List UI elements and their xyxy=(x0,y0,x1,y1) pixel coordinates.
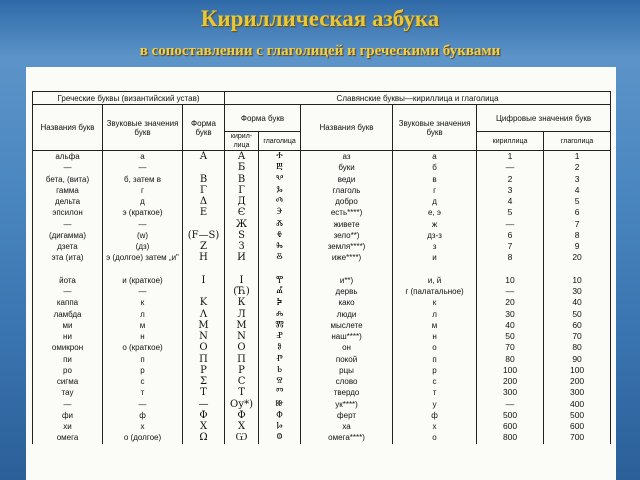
num-cyrillic: 40 xyxy=(477,320,544,331)
cyrillic-letter: Є xyxy=(225,207,259,218)
greek-name: ми xyxy=(33,320,103,331)
slavic-sound xyxy=(393,264,477,275)
slavic-sound: х xyxy=(393,421,477,432)
greek-name: ни xyxy=(33,331,103,342)
table-row xyxy=(33,174,611,185)
num-glagolitic: 30 xyxy=(544,286,611,297)
slavic-sound: о xyxy=(393,342,477,353)
cyrillic-letter: (Ћ) xyxy=(225,286,259,297)
cyrillic-letter: Д xyxy=(225,196,259,207)
greek-sound: х xyxy=(103,421,183,432)
greek-form: Γ xyxy=(183,185,225,196)
greek-sound: ф xyxy=(103,410,183,421)
num-cyrillic: 600 xyxy=(477,421,544,432)
greek-sound: р xyxy=(103,365,183,376)
glagolitic-letter: Ⱈ xyxy=(259,421,301,432)
greek-name: омикрон xyxy=(33,342,103,353)
glagolitic-letter: Ⰸ xyxy=(259,241,301,252)
num-glagolitic: 7 xyxy=(544,219,611,230)
slavic-name: глаголь xyxy=(301,185,393,196)
greek-sound: — xyxy=(103,286,183,297)
cyrillic-letter: Оу*) xyxy=(225,399,259,410)
greek-form: Χ xyxy=(183,421,225,432)
cyrillic-letter: Б xyxy=(225,162,259,173)
num-cyrillic xyxy=(477,264,544,275)
cyrillic-letter: І xyxy=(225,275,259,286)
slavic-sound: г (палатальное) xyxy=(393,286,477,297)
greek-form: Ν xyxy=(183,331,225,342)
num-glagolitic: 4 xyxy=(544,185,611,196)
greek-form: Κ xyxy=(183,297,225,308)
slavic-name: земля****) xyxy=(301,241,393,252)
table-row xyxy=(33,387,611,398)
greek-form: Μ xyxy=(183,320,225,331)
greek-sound: э (краткое) xyxy=(103,207,183,218)
cyrillic-letter: О xyxy=(225,342,259,353)
table-row xyxy=(33,331,611,342)
cyrillic-letter: Ѡ xyxy=(225,432,259,443)
num-glagolitic: 2 xyxy=(544,162,611,173)
slavic-name: ферт xyxy=(301,410,393,421)
greek-form: — xyxy=(183,399,225,410)
slavic-sound: к xyxy=(393,297,477,308)
cyrillic-letter xyxy=(225,264,259,275)
greek-name: (дигамма) xyxy=(33,230,103,241)
table-row xyxy=(33,286,611,297)
table-row xyxy=(33,421,611,432)
greek-name: бета, (вита) xyxy=(33,174,103,185)
table-row xyxy=(33,376,611,387)
greek-name: ламбда xyxy=(33,309,103,320)
greek-form: Π xyxy=(183,354,225,365)
slavic-name: дервь xyxy=(301,286,393,297)
slavic-sound: н xyxy=(393,331,477,342)
greek-name: тау xyxy=(33,387,103,398)
greek-name: дельта xyxy=(33,196,103,207)
greek-name: — xyxy=(33,286,103,297)
greek-sound: — xyxy=(103,162,183,173)
greek-name: йота xyxy=(33,275,103,286)
slavic-sound: в xyxy=(393,174,477,185)
cyrillic-letter: М xyxy=(225,320,259,331)
glagolitic-letter: Ⱃ xyxy=(259,365,301,376)
slavic-sound: у xyxy=(393,399,477,410)
greek-form: Ι xyxy=(183,275,225,286)
slavic-sound: п xyxy=(393,354,477,365)
slavic-name: иже****) xyxy=(301,252,393,263)
slavic-sound: д xyxy=(393,196,477,207)
num-glagolitic: 60 xyxy=(544,320,611,331)
glagolitic-letter: Ⰾ xyxy=(259,309,301,320)
page-subtitle: в сопоставлении с глаголицей и греческими буквами xyxy=(139,43,501,59)
greek-sound: м xyxy=(103,320,183,331)
num-cyrillic: 80 xyxy=(477,354,544,365)
num-cyrillic: 30 xyxy=(477,309,544,320)
greek-sound: о (долгое) xyxy=(103,432,183,443)
greek-form: Ζ xyxy=(183,241,225,252)
cyrillic-col-header: кирил-лица xyxy=(225,132,259,151)
greek-name: каппа xyxy=(33,297,103,308)
slavic-sound: и xyxy=(393,252,477,263)
table-row xyxy=(33,275,611,286)
page-title: Кириллическая азбука xyxy=(200,6,440,31)
greek-name: хи xyxy=(33,421,103,432)
table-row xyxy=(33,241,611,252)
greek-sound: г xyxy=(103,185,183,196)
glagolitic-letter: Ⰱ xyxy=(259,162,301,173)
num-glagolitic: 600 xyxy=(544,421,611,432)
cyrillic-letter: П xyxy=(225,354,259,365)
slavic-name: како xyxy=(301,297,393,308)
slavic-name: наш****) xyxy=(301,331,393,342)
greek-name: гамма xyxy=(33,185,103,196)
num-cyrillic: 500 xyxy=(477,410,544,421)
table-row xyxy=(33,185,611,196)
greek-form: Β xyxy=(183,174,225,185)
glagolitic-letter: Ⱉ xyxy=(259,432,301,443)
num-glagolitic: 3 xyxy=(544,174,611,185)
num-cyrillic: 300 xyxy=(477,387,544,398)
num-glagolitic: 5 xyxy=(544,196,611,207)
num-glagolitic: 100 xyxy=(544,365,611,376)
alphabet-table xyxy=(32,91,611,444)
numeric-header: Цифровые значения букв xyxy=(477,105,611,132)
slavic-sound: т xyxy=(393,387,477,398)
slavic-sound: с xyxy=(393,376,477,387)
greek-sound: к xyxy=(103,297,183,308)
cyrillic-letter: Л xyxy=(225,309,259,320)
greek-sound: с xyxy=(103,376,183,387)
greek-form: Φ xyxy=(183,410,225,421)
greek-name: эпсилон xyxy=(33,207,103,218)
greek-form xyxy=(183,162,225,173)
glagolitic-letter: Ⰽ xyxy=(259,297,301,308)
greek-form: Σ xyxy=(183,376,225,387)
greek-form: Ε xyxy=(183,207,225,218)
num-cyrillic: 50 xyxy=(477,331,544,342)
glagolitic-letter: Ⰷ xyxy=(259,230,301,241)
glagolitic-letter: Ⱅ xyxy=(259,387,301,398)
slavic-name: буки xyxy=(301,162,393,173)
num-cyrillic: — xyxy=(477,219,544,230)
num-glagolitic: 6 xyxy=(544,207,611,218)
greek-name: фи xyxy=(33,410,103,421)
num-glagolitic: 8 xyxy=(544,230,611,241)
num-cyrillic: — xyxy=(477,162,544,173)
glagolitic-letter: Ⰿ xyxy=(259,320,301,331)
greek-form: Δ xyxy=(183,196,225,207)
slavic-name: аз xyxy=(301,151,393,163)
greek-name: дзета xyxy=(33,241,103,252)
table-row xyxy=(33,219,611,230)
greek-group-header: Греческие буквы (византийский устав) xyxy=(33,92,225,105)
slavic-sound: е, э xyxy=(393,207,477,218)
slavic-name xyxy=(301,264,393,275)
num-cyrillic: 7 xyxy=(477,241,544,252)
num-cyrillic: 100 xyxy=(477,365,544,376)
greek-name: пи xyxy=(33,354,103,365)
slavic-name: зело**) xyxy=(301,230,393,241)
greek-sound: б, затем в xyxy=(103,174,183,185)
glagolitic-letter: Ⰻ xyxy=(259,252,301,263)
greek-sound: (w) xyxy=(103,230,183,241)
greek-sound: — xyxy=(103,219,183,230)
cyrillic-letter: Ф xyxy=(225,410,259,421)
greek-form: (F—S) xyxy=(183,230,225,241)
table-row xyxy=(33,309,611,320)
slavic-name: ук****) xyxy=(301,399,393,410)
cyrillic-letter: И xyxy=(225,252,259,263)
slavic-sound-header: Звуковые значения букв xyxy=(393,105,477,151)
greek-form: Η xyxy=(183,252,225,263)
cyrillic-letter: Р xyxy=(225,365,259,376)
greek-name: альфа xyxy=(33,151,103,163)
num-cyrillic: 20 xyxy=(477,297,544,308)
glagolitic-col-header: глаголица xyxy=(259,132,301,151)
greek-form xyxy=(183,219,225,230)
num-glagolitic: 40 xyxy=(544,297,611,308)
glagolitic-letter: Ⰶ xyxy=(259,219,301,230)
num-cyrillic: — xyxy=(477,399,544,410)
num-glagolitic: 70 xyxy=(544,331,611,342)
num-cyrillic: 4 xyxy=(477,196,544,207)
table-row xyxy=(33,230,611,241)
slavic-sound: и, й xyxy=(393,275,477,286)
table-row xyxy=(33,365,611,376)
alphabet-rows xyxy=(33,151,611,444)
slavic-name: веди xyxy=(301,174,393,185)
table-row xyxy=(33,196,611,207)
greek-form xyxy=(183,286,225,297)
greek-sound: — xyxy=(103,399,183,410)
slavic-sound: дз-з xyxy=(393,230,477,241)
num-glagolitic: 200 xyxy=(544,376,611,387)
glagolitic-letter: Ⰵ xyxy=(259,207,301,218)
table-row xyxy=(33,252,611,263)
num-glagolitic-header: глаголица xyxy=(544,132,611,151)
num-cyrillic: 10 xyxy=(477,275,544,286)
greek-sound: л xyxy=(103,309,183,320)
cyrillic-letter: С xyxy=(225,376,259,387)
table-row xyxy=(33,207,611,218)
glagolitic-letter: Ⱇ xyxy=(259,410,301,421)
cyrillic-letter: Ж xyxy=(225,219,259,230)
cyrillic-letter: А xyxy=(225,151,259,163)
num-glagolitic: 90 xyxy=(544,354,611,365)
num-cyrillic: 3 xyxy=(477,185,544,196)
slavic-name-header: Названия букв xyxy=(301,105,393,151)
alphabet-sheet xyxy=(26,67,616,480)
greek-form: Ο xyxy=(183,342,225,353)
greek-name: сигма xyxy=(33,376,103,387)
greek-name: — xyxy=(33,219,103,230)
greek-sound: н xyxy=(103,331,183,342)
greek-sound: и (краткое) xyxy=(103,275,183,286)
num-glagolitic: 80 xyxy=(544,342,611,353)
num-cyrillic-header: кириллица xyxy=(477,132,544,151)
glagolitic-letter: Ⰲ xyxy=(259,174,301,185)
greek-form-header: Форма букв xyxy=(183,105,225,151)
glagolitic-letter: Ⱀ xyxy=(259,331,301,342)
slavic-sound: о xyxy=(393,432,477,443)
slavic-name: твердо xyxy=(301,387,393,398)
greek-name: ро xyxy=(33,365,103,376)
letter-form-header: Форма букв xyxy=(225,105,301,132)
greek-form xyxy=(183,264,225,275)
slavic-sound: б xyxy=(393,162,477,173)
greek-name xyxy=(33,264,103,275)
num-cyrillic: 8 xyxy=(477,252,544,263)
cyrillic-letter: Т xyxy=(225,387,259,398)
slavic-sound: г xyxy=(393,185,477,196)
table-row xyxy=(33,354,611,365)
table-row xyxy=(33,399,611,410)
num-glagolitic: 10 xyxy=(544,275,611,286)
table-row xyxy=(33,264,611,275)
greek-name-header: Названия букв xyxy=(33,105,103,151)
greek-sound xyxy=(103,264,183,275)
num-cyrillic: 800 xyxy=(477,432,544,443)
num-glagolitic: 1 xyxy=(544,151,611,163)
greek-name: — xyxy=(33,399,103,410)
num-glagolitic: 500 xyxy=(544,410,611,421)
slavic-name: слово xyxy=(301,376,393,387)
greek-name: омега xyxy=(33,432,103,443)
cyrillic-letter: В xyxy=(225,174,259,185)
greek-name: — xyxy=(33,162,103,173)
num-cyrillic: 5 xyxy=(477,207,544,218)
table-row xyxy=(33,432,611,443)
cyrillic-letter: З xyxy=(225,241,259,252)
slavic-name: люди xyxy=(301,309,393,320)
greek-form: Ω xyxy=(183,432,225,443)
slavic-name: покой xyxy=(301,354,393,365)
cyrillic-letter: Х xyxy=(225,421,259,432)
slavic-sound: р xyxy=(393,365,477,376)
greek-sound: э (долгое) затем „и" xyxy=(103,252,183,263)
table-row xyxy=(33,320,611,331)
slavic-sound: а xyxy=(393,151,477,163)
slavic-name: он xyxy=(301,342,393,353)
slavic-name: есть****) xyxy=(301,207,393,218)
greek-name: эта (ита) xyxy=(33,252,103,263)
slavic-sound: ф xyxy=(393,410,477,421)
greek-form: Τ xyxy=(183,387,225,398)
num-glagolitic: 300 xyxy=(544,387,611,398)
slavic-name: мыслете xyxy=(301,320,393,331)
num-cyrillic: — xyxy=(477,286,544,297)
num-glagolitic xyxy=(544,264,611,275)
slavic-sound: ж xyxy=(393,219,477,230)
greek-sound: т xyxy=(103,387,183,398)
cyrillic-letter: Ѕ xyxy=(225,230,259,241)
cyrillic-letter: Г xyxy=(225,185,259,196)
greek-sound: п xyxy=(103,354,183,365)
greek-sound: о (краткое) xyxy=(103,342,183,353)
greek-sound: а xyxy=(103,151,183,163)
glagolitic-letter: Ⰼ xyxy=(259,286,301,297)
table-row xyxy=(33,342,611,353)
glagolitic-letter xyxy=(259,264,301,275)
glagolitic-letter: Ⰴ xyxy=(259,196,301,207)
table-row xyxy=(33,151,611,163)
glagolitic-letter: Ⱆ xyxy=(259,399,301,410)
greek-form: Ρ xyxy=(183,365,225,376)
num-glagolitic: 9 xyxy=(544,241,611,252)
glagolitic-letter: Ⱁ xyxy=(259,342,301,353)
num-cyrillic: 70 xyxy=(477,342,544,353)
cyrillic-letter: К xyxy=(225,297,259,308)
greek-sound: (дз) xyxy=(103,241,183,252)
table-row xyxy=(33,410,611,421)
num-glagolitic: 20 xyxy=(544,252,611,263)
num-glagolitic: 400 xyxy=(544,399,611,410)
glagolitic-letter: Ⰰ xyxy=(259,151,301,163)
glagolitic-letter: Ⰳ xyxy=(259,185,301,196)
num-cyrillic: 200 xyxy=(477,376,544,387)
cyrillic-letter: N xyxy=(225,331,259,342)
slavic-name: живете xyxy=(301,219,393,230)
num-glagolitic: 50 xyxy=(544,309,611,320)
slavic-sound: з xyxy=(393,241,477,252)
slavic-name: добро xyxy=(301,196,393,207)
greek-sound-header: Звуковые значения букв xyxy=(103,105,183,151)
slavic-sound: м xyxy=(393,320,477,331)
table-row xyxy=(33,297,611,308)
greek-form: Λ xyxy=(183,309,225,320)
slavic-sound: л xyxy=(393,309,477,320)
num-cyrillic: 2 xyxy=(477,174,544,185)
num-glagolitic: 700 xyxy=(544,432,611,443)
greek-sound: д xyxy=(103,196,183,207)
num-cyrillic: 1 xyxy=(477,151,544,163)
glagolitic-letter: Ⱂ xyxy=(259,354,301,365)
num-cyrillic: 6 xyxy=(477,230,544,241)
greek-form: Α xyxy=(183,151,225,163)
slavic-name: рцы xyxy=(301,365,393,376)
table-row xyxy=(33,162,611,173)
slavic-name: омега****) xyxy=(301,432,393,443)
slavic-name: ха xyxy=(301,421,393,432)
slavic-group-header: Славянские буквы—кириллица и глаголица xyxy=(225,92,611,105)
glagolitic-letter: Ⰹ xyxy=(259,275,301,286)
glagolitic-letter: Ⱄ xyxy=(259,376,301,387)
slavic-name: и**) xyxy=(301,275,393,286)
